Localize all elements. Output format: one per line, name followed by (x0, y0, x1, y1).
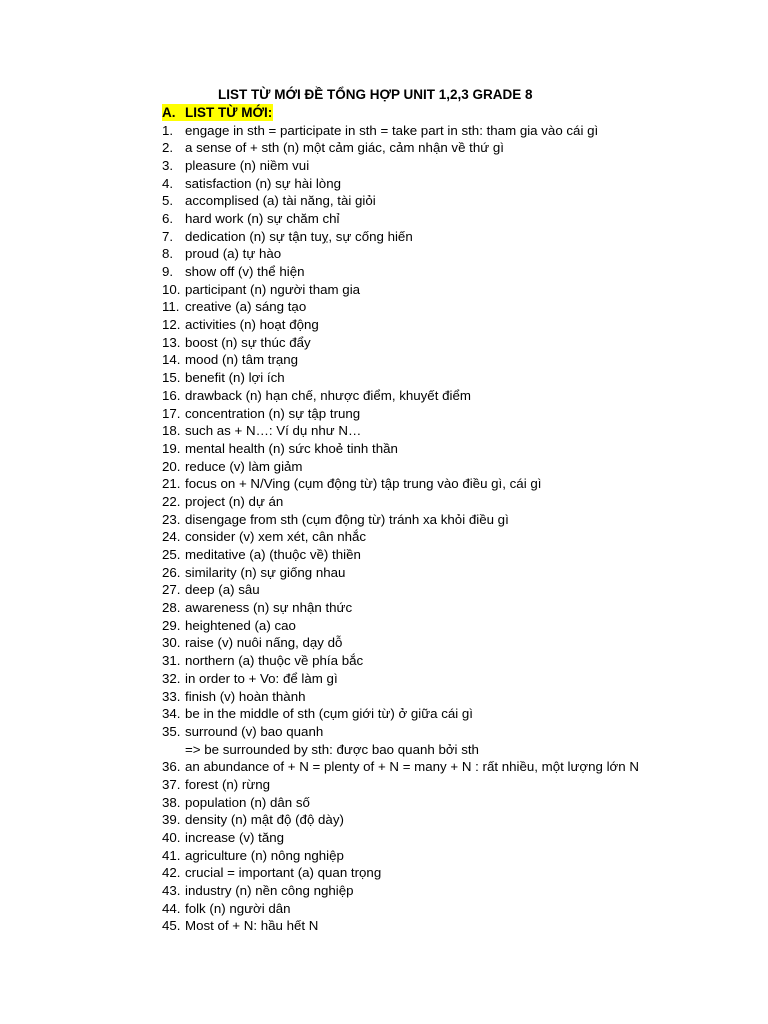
vocabulary-item (162, 493, 762, 511)
vocabulary-item (162, 776, 762, 794)
item-number: 32. (162, 670, 181, 686)
vocabulary-item (162, 794, 762, 812)
item-text: similarity (n) sự giống nhau (185, 564, 346, 580)
item-text: meditative (a) (thuộc về) thiền (185, 547, 361, 562)
vocabulary-item (162, 864, 762, 882)
vocabulary-item (162, 599, 762, 617)
item-text: forest (n) rừng (185, 776, 271, 792)
vocabulary-item (162, 192, 762, 210)
item-text: in order to + Vo: để làm gì (185, 670, 338, 686)
item-text: pleasure (n) niềm vui (185, 157, 310, 173)
item-number: 3. (162, 157, 174, 173)
vocabulary-item (162, 422, 762, 440)
item-text: benefit (n) lợi ích (185, 370, 285, 386)
vocabulary-item (162, 175, 762, 193)
vocabulary-item (162, 652, 762, 670)
item-text: a sense of + sth (n) một cảm giác, cảm nhận về thứ gì (185, 140, 504, 156)
item-number: 37. (162, 776, 181, 792)
item-number: 15. (162, 370, 181, 386)
vocabulary-item (162, 741, 762, 759)
vocabulary-item (162, 811, 762, 829)
item-text: activities (n) hoạt động (185, 317, 319, 333)
item-text: Most of + N: hầu hết N (185, 918, 319, 934)
item-number: 27. (162, 582, 181, 598)
item-number: 22. (162, 493, 181, 509)
item-text: satisfaction (n) sự hài lòng (185, 175, 341, 191)
item-text: such as + N…: Ví dụ như N… (185, 423, 362, 439)
vocabulary-item (162, 263, 762, 281)
item-number: 29. (162, 617, 181, 633)
item-text: folk (n) người dân (185, 900, 291, 916)
item-number: 38. (162, 794, 181, 810)
vocabulary-item (162, 634, 762, 652)
item-text: crucial = important (a) quan trọng (185, 865, 382, 881)
item-text: population (n) dân số (185, 794, 310, 810)
vocabulary-item (162, 900, 762, 918)
item-number: 18. (162, 423, 181, 439)
item-number: 7. (162, 228, 174, 244)
item-number: 13. (162, 334, 181, 350)
vocabulary-item (162, 405, 762, 423)
vocabulary-item (162, 316, 762, 334)
item-text: northern (a) thuộc về phía bắc (185, 653, 364, 669)
item-number: 4. (162, 175, 174, 191)
item-number: 1. (162, 122, 174, 138)
item-number: 12. (162, 317, 181, 333)
vocabulary-item (162, 157, 762, 175)
vocabulary-item (162, 829, 762, 847)
vocabulary-item (162, 847, 762, 865)
vocabulary-item (162, 298, 762, 316)
section-label: LIST TỪ MỚI: (185, 105, 273, 120)
item-number: 10. (162, 281, 181, 297)
item-text: dedication (n) sự tận tuỵ, sự cống hiến (185, 228, 413, 244)
item-number: 19. (162, 440, 181, 456)
vocabulary-item (162, 122, 762, 140)
vocabulary-item (162, 528, 762, 546)
item-number: 23. (162, 511, 181, 527)
section-letter: A. (162, 105, 176, 120)
vocabulary-item (162, 511, 762, 529)
item-text: reduce (v) làm giảm (185, 458, 303, 474)
vocabulary-item (162, 351, 762, 369)
vocabulary-item (162, 723, 762, 741)
item-number: 16. (162, 387, 181, 403)
item-number: 33. (162, 688, 181, 704)
item-text: mood (n) tâm trạng (185, 352, 299, 368)
item-text: accomplised (a) tài năng, tài giỏi (185, 193, 376, 209)
item-number: 31. (162, 653, 181, 669)
item-text: raise (v) nuôi nấng, dạy dỗ (185, 635, 343, 651)
item-text: be in the middle of sth (cụm giới từ) ở giữa cái gì (185, 706, 473, 722)
item-number: 42. (162, 865, 181, 881)
vocabulary-item (162, 688, 762, 706)
vocabulary-item (162, 139, 762, 157)
item-text: mental health (n) sức khoẻ tinh thần (185, 440, 398, 456)
vocabulary-item (162, 458, 762, 476)
item-text: focus on + N/Ving (cụm động từ) tập trung vào điều gì, cái gì (185, 476, 542, 492)
item-number: 14. (162, 352, 181, 368)
item-text: disengage from sth (cụm động từ) tránh xa khỏi điều gì (185, 511, 509, 527)
vocabulary-item (162, 670, 762, 688)
item-text: surround (v) bao quanh (185, 723, 324, 739)
item-text: creative (a) sáng tạo (185, 299, 307, 315)
item-number: 40. (162, 830, 181, 845)
item-text: drawback (n) hạn chế, nhược điểm, khuyết điểm (185, 387, 471, 403)
item-number: 26. (162, 564, 181, 580)
document-title: LIST TỪ MỚI ĐỀ TỔNG HỢP UNIT 1,2,3 GRADE 8 (218, 87, 533, 102)
vocabulary-item (162, 440, 762, 458)
item-text: consider (v) xem xét, cân nhắc (185, 529, 367, 545)
vocabulary-item (162, 475, 762, 493)
item-number: 9. (162, 264, 174, 279)
item-number: 21. (162, 476, 181, 492)
item-number: 5. (162, 193, 174, 209)
item-text: => be surrounded by sth: được bao quanh bởi sth (185, 741, 479, 757)
item-number: 17. (162, 405, 181, 421)
item-number: 30. (162, 635, 181, 651)
vocabulary-item (162, 882, 762, 900)
item-text: show off (v) thể hiện (185, 264, 305, 279)
vocabulary-item (162, 228, 762, 246)
item-text: hard work (n) sự chăm chỉ (185, 210, 340, 226)
item-text: proud (a) tự hào (185, 246, 282, 262)
item-text: heightened (a) cao (185, 617, 296, 633)
item-number: 28. (162, 600, 181, 616)
item-text: concentration (n) sự tập trung (185, 405, 361, 421)
item-number: 36. (162, 759, 181, 775)
item-number: 39. (162, 812, 181, 828)
vocabulary-item (162, 387, 762, 405)
item-number: 25. (162, 547, 181, 562)
vocabulary-list (162, 122, 762, 936)
item-number: 35. (162, 723, 181, 739)
vocabulary-item (162, 617, 762, 635)
item-text: project (n) dự án (185, 493, 284, 509)
vocabulary-item (162, 705, 762, 723)
vocabulary-item (162, 564, 762, 582)
vocabulary-item (162, 581, 762, 599)
vocabulary-item (162, 546, 762, 564)
item-number: 44. (162, 900, 181, 916)
vocabulary-item (162, 369, 762, 387)
vocabulary-item (162, 758, 762, 776)
item-text: deep (a) sâu (185, 582, 260, 598)
vocabulary-item (162, 917, 762, 935)
item-text: agriculture (n) nông nghiệp (185, 847, 344, 863)
item-text: an abundance of + N = plenty of + N = many + N : rất nhiều, một lượng lớn N (185, 759, 639, 775)
vocabulary-item (162, 210, 762, 228)
item-text: awareness (n) sự nhận thức (185, 600, 353, 616)
item-text: boost (n) sự thúc đẩy (185, 334, 311, 350)
item-text: participant (n) người tham gia (185, 281, 361, 297)
vocabulary-item (162, 245, 762, 263)
item-number: 8. (162, 246, 174, 262)
item-text: industry (n) nền công nghiệp (185, 883, 354, 899)
item-text: finish (v) hoàn thành (185, 688, 306, 704)
item-text: engage in sth = participate in sth = take part in sth: tham gia vào cái gì (185, 122, 599, 138)
item-number: 45. (162, 918, 181, 934)
item-number: 11. (162, 299, 180, 315)
item-number: 24. (162, 529, 181, 545)
item-number: 43. (162, 883, 181, 899)
vocabulary-item (162, 334, 762, 352)
section-heading-highlighted (162, 104, 273, 121)
item-text: increase (v) tăng (185, 830, 285, 845)
item-text: density (n) mật độ (độ dày) (185, 812, 344, 828)
item-number: 41. (162, 847, 181, 863)
vocabulary-item (162, 281, 762, 299)
item-number: 2. (162, 140, 174, 156)
item-number: 34. (162, 706, 181, 722)
item-number: 20. (162, 458, 181, 474)
item-number: 6. (162, 210, 174, 226)
